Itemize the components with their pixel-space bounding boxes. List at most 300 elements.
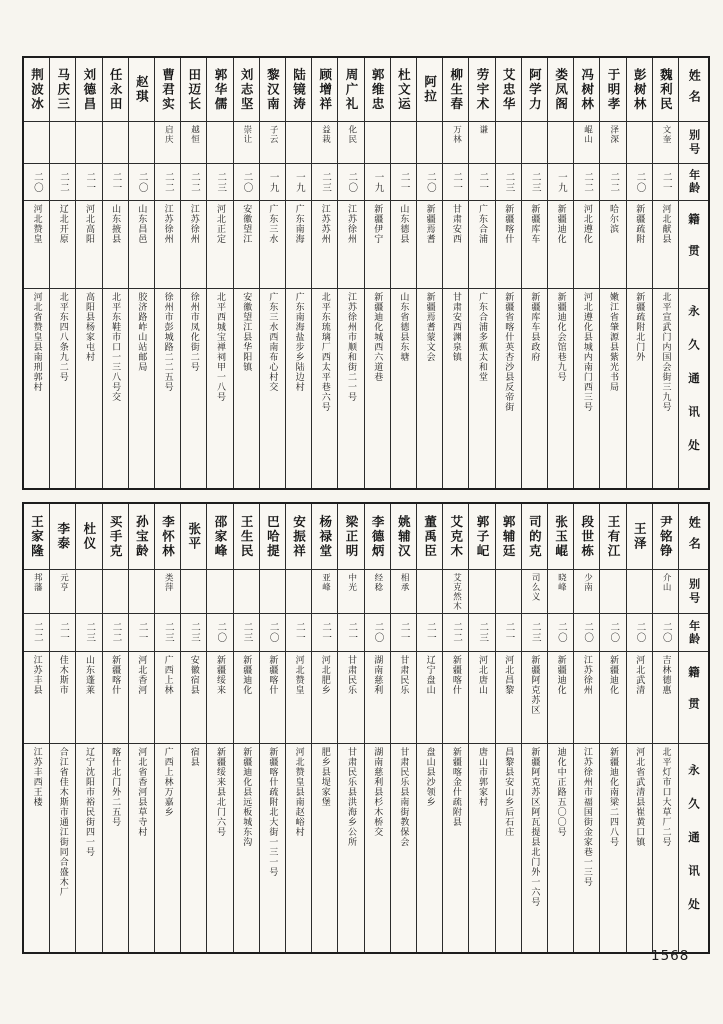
native-cell (627, 652, 652, 744)
address-cell (286, 744, 311, 952)
address-text: 广东三水西南布心村交 (267, 292, 278, 392)
age-cell (469, 614, 494, 652)
person-column (337, 504, 363, 952)
native-cell (50, 201, 75, 289)
name-cell (365, 504, 390, 570)
age-text: 二一 (398, 171, 410, 193)
name-text: 艾忠华 (501, 67, 517, 112)
name-text: 巴哈提 (265, 514, 281, 559)
native-cell (548, 652, 573, 744)
alias-cell (76, 122, 101, 164)
alias-cell (574, 122, 599, 164)
address-text: 新疆库车县政府 (529, 292, 540, 362)
name-text: 阿拉 (422, 75, 438, 104)
name-text: 安振祥 (291, 514, 307, 559)
age-text: 一九 (267, 171, 279, 193)
native-cell (391, 652, 416, 744)
age-text: 二〇 (634, 171, 646, 193)
name-text: 劳宇术 (474, 67, 490, 112)
address-cell (496, 289, 521, 488)
alias-text: 邦藩 (32, 573, 43, 592)
name-text: 刘德昌 (81, 67, 97, 112)
header-address-cell (679, 744, 708, 952)
alias-text: 文奎 (661, 125, 672, 144)
age-cell (391, 164, 416, 201)
address-text: 肥乡县堤家堡 (319, 747, 330, 807)
address-cell (365, 289, 390, 488)
address-cell (522, 744, 547, 952)
age-text: 一九 (372, 171, 384, 193)
name-text: 司的克 (527, 514, 543, 559)
person-column (102, 58, 128, 488)
address-text: 河北遵化县城内南门西三号 (581, 292, 592, 412)
native-cell (522, 201, 547, 289)
name-text: 梁正明 (343, 514, 359, 559)
age-cell (24, 614, 49, 652)
name-text: 孙宝龄 (134, 514, 150, 559)
name-text: 黎汉南 (265, 67, 281, 112)
age-text: 二三 (503, 171, 515, 193)
name-text: 杜仪 (81, 522, 97, 551)
native-cell (181, 652, 206, 744)
age-text: 二一 (503, 622, 515, 643)
person-column (75, 504, 101, 952)
alias-cell (391, 122, 416, 164)
table-header-column (678, 58, 708, 488)
address-cell (24, 289, 49, 488)
native-text: 山东昌邑 (136, 204, 147, 244)
header-name-cell (679, 504, 708, 570)
alias-cell (103, 122, 128, 164)
address-cell (129, 744, 154, 952)
native-text: 河北遵化 (581, 204, 592, 244)
alias-cell (129, 122, 154, 164)
alias-cell (50, 122, 75, 164)
name-cell (600, 504, 625, 570)
name-cell (443, 58, 468, 122)
native-text: 新疆伊宁 (372, 204, 383, 244)
name-cell (129, 58, 154, 122)
header-alias-cell (679, 122, 708, 164)
alias-cell (155, 122, 180, 164)
person-column (180, 504, 206, 952)
name-text: 王有江 (605, 514, 621, 559)
alias-text: 崐山 (582, 125, 593, 144)
age-text: 二三 (529, 622, 541, 643)
age-text: 二三 (241, 622, 253, 643)
native-cell (103, 201, 128, 289)
native-text: 河北武清 (634, 655, 645, 695)
name-text: 尹铭铮 (658, 514, 674, 559)
person-column (102, 504, 128, 952)
native-text: 新疆迪化 (555, 204, 566, 244)
alias-cell (286, 570, 311, 614)
name-text: 李泰 (55, 522, 71, 551)
address-text: 山东省德县东塘 (398, 292, 409, 362)
address-cell (365, 744, 390, 952)
name-cell (181, 58, 206, 122)
name-text: 段世栋 (579, 514, 595, 559)
address-cell (338, 289, 363, 488)
header-alias-cell (679, 570, 708, 614)
name-text: 柳生春 (448, 67, 464, 112)
alias-cell (207, 122, 232, 164)
person-column (364, 58, 390, 488)
age-cell (496, 164, 521, 201)
native-text: 甘肃安西 (450, 204, 461, 244)
name-text: 任永田 (108, 67, 124, 112)
address-text: 高阳县杨家屯村 (83, 292, 94, 362)
address-text: 徐州市凤化街二号 (188, 292, 199, 372)
address-cell (312, 289, 337, 488)
person-column (521, 504, 547, 952)
alias-text: 越恒 (189, 125, 200, 144)
alias-text: 益栽 (320, 125, 331, 144)
name-text: 田迈长 (186, 67, 202, 112)
alias-cell (496, 570, 521, 614)
name-text: 郭辅廷 (501, 514, 517, 559)
address-text: 甘肃民乐县南街教保会 (398, 747, 409, 847)
age-cell (234, 614, 259, 652)
age-cell (443, 164, 468, 201)
address-cell (522, 289, 547, 488)
age-cell (50, 164, 75, 201)
native-cell (312, 652, 337, 744)
address-cell (443, 744, 468, 952)
alias-text: 类萍 (163, 573, 174, 592)
age-cell (76, 164, 101, 201)
age-text: 一九 (555, 171, 567, 193)
name-text: 王泽 (632, 522, 648, 551)
alias-text: 介山 (661, 573, 672, 592)
age-cell (522, 164, 547, 201)
name-text: 阿学力 (527, 67, 543, 112)
age-cell (443, 614, 468, 652)
age-text: 二一 (84, 171, 96, 193)
alias-text: 化民 (346, 125, 357, 144)
person-column (573, 58, 599, 488)
native-text: 江苏苏州 (319, 204, 330, 244)
page-number: 1568 (651, 948, 690, 964)
age-text: 二〇 (555, 622, 567, 643)
native-cell (129, 201, 154, 289)
native-text: 新疆喀什 (503, 204, 514, 244)
address-text: 北平东四八条九二号 (57, 292, 68, 382)
age-cell (574, 164, 599, 201)
address-text: 河北省武清县崔黄口镇 (634, 747, 645, 847)
name-cell (155, 504, 180, 570)
age-cell (207, 614, 232, 652)
person-column (364, 504, 390, 952)
alias-cell (260, 122, 285, 164)
person-column (311, 58, 337, 488)
alias-cell (24, 122, 49, 164)
person-column (206, 504, 232, 952)
person-column (180, 58, 206, 488)
age-text: 二一 (293, 622, 305, 643)
age-text: 一九 (293, 171, 305, 193)
address-text: 广西上林万嘉乡 (162, 747, 173, 817)
age-text: 二二 (582, 171, 594, 193)
name-text: 陆镜涛 (291, 67, 307, 112)
name-cell (496, 58, 521, 122)
name-cell (24, 58, 49, 122)
name-cell (312, 504, 337, 570)
alias-cell (103, 570, 128, 614)
alias-cell (365, 570, 390, 614)
native-text: 辽北开原 (57, 204, 68, 244)
address-text: 徐州市彭城路二二五号 (162, 292, 173, 392)
alias-text: 少南 (582, 573, 593, 592)
native-cell (234, 201, 259, 289)
age-cell (260, 614, 285, 652)
age-cell (155, 164, 180, 201)
native-cell (207, 201, 232, 289)
age-cell (522, 614, 547, 652)
name-cell (391, 58, 416, 122)
alias-cell (181, 570, 206, 614)
native-cell (522, 652, 547, 744)
native-text: 河北昌黎 (503, 655, 514, 695)
native-cell (207, 652, 232, 744)
address-text: 新疆迪化南梁二四八号 (608, 747, 619, 847)
age-text: 二〇 (215, 622, 227, 643)
age-text: 二〇 (136, 171, 148, 193)
name-text: 刘志坚 (239, 67, 255, 112)
native-cell (286, 652, 311, 744)
age-text: 二一 (398, 622, 410, 643)
native-cell (155, 652, 180, 744)
address-text: 昌黎县安山乡后石庄 (503, 747, 514, 837)
alias-text: 司么义 (530, 573, 541, 602)
alias-cell (417, 570, 442, 614)
name-text: 买手克 (108, 514, 124, 559)
alias-text: 子云 (268, 125, 279, 144)
native-cell (24, 652, 49, 744)
age-cell (103, 614, 128, 652)
address-text: 辽宁沈阳市裕民街四一号 (83, 747, 94, 857)
alias-cell (600, 570, 625, 614)
header-native-cell (679, 201, 708, 289)
address-text: 北平灯市口大草厂二号 (660, 747, 671, 847)
native-cell (76, 652, 101, 744)
address-cell (469, 289, 494, 488)
alias-cell (469, 122, 494, 164)
address-text: 河北省赞皇县南刑郭村 (31, 292, 42, 392)
age-text: 二二 (608, 171, 620, 193)
native-text: 广东南海 (293, 204, 304, 244)
alias-cell (443, 570, 468, 614)
alias-cell (653, 122, 678, 164)
address-cell (417, 289, 442, 488)
age-cell (76, 614, 101, 652)
alias-text: 谦 (477, 125, 488, 135)
age-cell (469, 164, 494, 201)
person-column (521, 58, 547, 488)
age-cell (365, 164, 390, 201)
age-cell (574, 614, 599, 652)
age-text: 二二 (110, 622, 122, 643)
address-cell (443, 289, 468, 488)
age-text: 二三 (477, 622, 489, 643)
native-text: 新疆迪化 (241, 655, 252, 695)
age-cell (207, 164, 232, 201)
native-text: 河北正定 (214, 204, 225, 244)
address-text: 新疆绥来县北门六号 (214, 747, 225, 837)
address-cell (627, 289, 652, 488)
name-text: 李怀林 (160, 514, 176, 559)
name-cell (103, 58, 128, 122)
name-text: 李德炳 (370, 514, 386, 559)
native-cell (496, 652, 521, 744)
age-cell (653, 614, 678, 652)
address-text: 胶济路岞山站邮局 (136, 292, 147, 372)
alias-cell (50, 570, 75, 614)
address-cell (496, 744, 521, 952)
age-text: 二一 (451, 171, 463, 193)
address-text: 江苏徐州市顺和街二一号 (346, 292, 356, 402)
native-text: 哈尔滨 (608, 204, 619, 234)
header-name-label: 姓名 (687, 515, 702, 558)
age-cell (312, 164, 337, 201)
alias-cell (129, 570, 154, 614)
age-text: 二〇 (241, 171, 253, 193)
name-text: 周广礼 (343, 67, 359, 112)
person-column (259, 58, 285, 488)
name-cell (653, 504, 678, 570)
person-column (626, 504, 652, 952)
native-cell (338, 652, 363, 744)
native-cell (600, 201, 625, 289)
alias-cell (391, 570, 416, 614)
age-text: 二一 (660, 171, 672, 193)
native-cell (312, 201, 337, 289)
name-cell (207, 504, 232, 570)
age-text: 二二 (451, 622, 463, 643)
native-cell (600, 652, 625, 744)
native-text: 广东三水 (267, 204, 278, 244)
native-cell (50, 652, 75, 744)
header-address-cell (679, 289, 708, 488)
alias-cell (522, 122, 547, 164)
age-text: 二〇 (267, 622, 279, 643)
native-text: 新疆绥来 (214, 655, 225, 695)
person-column (311, 504, 337, 952)
header-age-label: 年龄 (687, 169, 701, 195)
name-cell (286, 504, 311, 570)
native-cell (443, 652, 468, 744)
native-text: 新疆迪化 (555, 655, 566, 695)
native-text: 吉林德惠 (660, 655, 671, 695)
alias-text: 万林 (451, 125, 462, 144)
native-cell (496, 201, 521, 289)
address-text: 迪化中正路五〇〇号 (555, 747, 566, 837)
person-column (24, 58, 49, 488)
native-cell (469, 201, 494, 289)
person-column (652, 58, 678, 488)
name-cell (260, 58, 285, 122)
age-cell (155, 614, 180, 652)
address-cell (234, 744, 259, 952)
person-column (416, 58, 442, 488)
name-cell (469, 504, 494, 570)
native-text: 河北高阳 (83, 204, 94, 244)
age-cell (496, 614, 521, 652)
address-text: 新疆迪化会馆巷九号 (555, 292, 566, 382)
native-text: 甘肃民乐 (346, 655, 356, 695)
address-text: 新疆迪化城西六道巷 (372, 292, 383, 382)
address-text: 江苏丰西王楼 (31, 747, 42, 807)
address-cell (312, 744, 337, 952)
name-cell (627, 504, 652, 570)
native-text: 湖南慈利 (372, 655, 383, 695)
address-cell (24, 744, 49, 952)
age-text: 二三 (215, 171, 227, 193)
native-cell (365, 652, 390, 744)
age-cell (24, 164, 49, 201)
name-text: 魏利民 (658, 67, 674, 112)
address-text: 广东南海盐步乡陆边村 (293, 292, 304, 392)
name-cell (129, 504, 154, 570)
name-cell (417, 58, 442, 122)
age-cell (234, 164, 259, 201)
native-cell (365, 201, 390, 289)
name-cell (548, 58, 573, 122)
address-text: 喀什北门外二五号 (110, 747, 121, 827)
address-text: 唐山市郭家村 (477, 747, 488, 807)
name-cell (653, 58, 678, 122)
person-column (390, 58, 416, 488)
age-text: 二〇 (660, 622, 672, 643)
age-text: 二三 (162, 622, 174, 643)
name-cell (103, 504, 128, 570)
roster-table-lower (22, 502, 710, 954)
name-cell (286, 58, 311, 122)
person-column (495, 504, 521, 952)
table-header-column (678, 504, 708, 952)
native-text: 江苏丰县 (31, 655, 42, 695)
name-cell (50, 504, 75, 570)
address-cell (103, 289, 128, 488)
address-cell (260, 289, 285, 488)
native-text: 河北赞皇 (293, 655, 304, 695)
person-column (154, 504, 180, 952)
alias-cell (600, 122, 625, 164)
header-age-cell (679, 614, 708, 652)
native-text: 河北赞皇 (31, 204, 42, 244)
name-cell (76, 58, 101, 122)
alias-text: 泽深 (608, 125, 619, 144)
name-text: 顾增祥 (317, 67, 333, 112)
address-cell (417, 744, 442, 952)
native-text: 山东掖县 (110, 204, 121, 244)
native-text: 广西上林 (162, 655, 173, 695)
alias-cell (181, 122, 206, 164)
name-text: 杨禄堂 (317, 514, 333, 559)
person-column (652, 504, 678, 952)
name-cell (181, 504, 206, 570)
age-text: 二二 (162, 171, 174, 193)
person-column (206, 58, 232, 488)
name-text: 张平 (186, 522, 202, 551)
native-text: 江苏徐州 (162, 204, 173, 244)
person-column (128, 504, 154, 952)
address-cell (391, 744, 416, 952)
name-cell (338, 58, 363, 122)
age-text: 二二 (58, 171, 70, 193)
person-column (49, 58, 75, 488)
address-cell (76, 744, 101, 952)
